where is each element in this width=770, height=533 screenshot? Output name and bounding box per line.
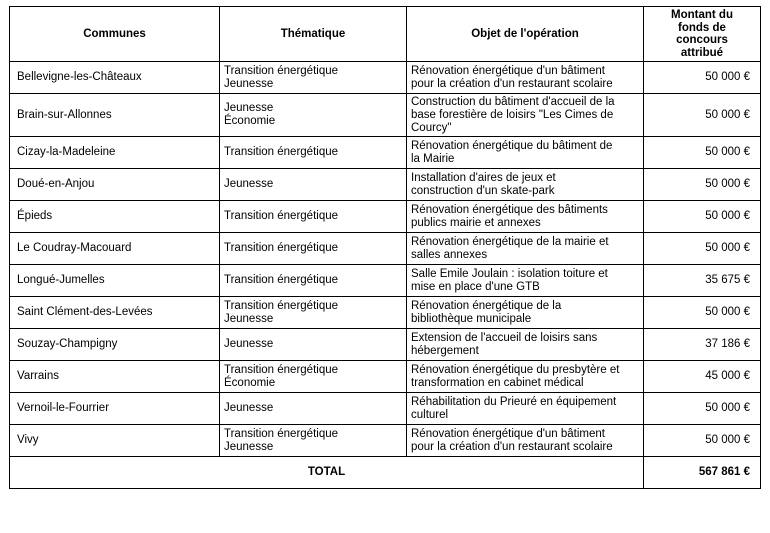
cell-montant: 35 675 € [644, 265, 761, 297]
funding-table [9, 6, 761, 489]
objet-line: pour la création d'un restaurant scolaire [411, 77, 613, 90]
cell-montant: 50 000 € [644, 425, 761, 457]
header-montant-line: fonds de [678, 21, 726, 34]
cell-montant: 50 000 € [644, 94, 761, 137]
thematique-line: Économie [224, 115, 276, 127]
thematique-line: Jeunesse [224, 102, 274, 114]
table-row [10, 137, 761, 169]
cell-commune: Vivy [10, 425, 220, 457]
table-row [10, 265, 761, 297]
cell-thematique [220, 233, 407, 265]
objet-line: salles annexes [411, 248, 488, 261]
cell-objet [407, 201, 644, 233]
thematique-line: Jeunesse [224, 77, 274, 90]
cell-commune: Souzay-Champigny [10, 329, 220, 361]
cell-thematique [220, 137, 407, 169]
table-row [10, 169, 761, 201]
thematique-line: Transition énergétique [224, 242, 339, 254]
table-row [10, 94, 761, 137]
objet-line: Construction du bâtiment d'accueil de la [411, 95, 615, 108]
thematique-line: Jeunesse [224, 312, 274, 325]
total-label: TOTAL [10, 457, 644, 489]
cell-objet [407, 265, 644, 297]
objet-line: Installation d'aires de jeux et [411, 171, 556, 184]
cell-objet [407, 137, 644, 169]
cell-thematique [220, 393, 407, 425]
table-row [10, 62, 761, 94]
objet-line: la Mairie [411, 152, 455, 165]
thematique-line: Jeunesse [224, 402, 274, 414]
table-body [10, 62, 761, 489]
objet-line: Salle Emile Joulain : isolation toiture et [411, 267, 608, 280]
table-row [10, 361, 761, 393]
cell-thematique [220, 169, 407, 201]
cell-objet [407, 94, 644, 137]
objet-line: Rénovation énergétique du presbytère et [411, 363, 620, 376]
objet-line: Rénovation énergétique d'un bâtiment [411, 64, 606, 77]
cell-thematique [220, 329, 407, 361]
objet-line: Extension de l'accueil de loisirs sans [411, 331, 598, 344]
cell-montant: 50 000 € [644, 393, 761, 425]
thematique-line: Transition énergétique [224, 146, 339, 158]
cell-commune: Longué-Jumelles [10, 265, 220, 297]
total-row [10, 457, 761, 489]
header-montant-line: Montant du [671, 9, 733, 21]
cell-commune: Le Coudray-Macouard [10, 233, 220, 265]
header-row [10, 7, 761, 62]
cell-thematique [220, 94, 407, 137]
objet-line: base forestière de loisirs "Les Cimes de [411, 108, 614, 121]
objet-line: Rénovation énergétique de la mairie et [411, 235, 609, 248]
cell-thematique [220, 265, 407, 297]
cell-montant: 50 000 € [644, 201, 761, 233]
objet-line: publics mairie et annexes [411, 216, 541, 229]
header-montant-line: concours [676, 34, 728, 46]
table-row [10, 297, 761, 329]
cell-objet [407, 233, 644, 265]
table-row [10, 233, 761, 265]
cell-commune: Doué-en-Anjou [10, 169, 220, 201]
header-montant-line: attribué [680, 46, 724, 59]
thematique-line: Jeunesse [224, 178, 274, 190]
cell-montant: 50 000 € [644, 137, 761, 169]
cell-commune: Vernoil-le-Fourrier [10, 393, 220, 425]
cell-objet [407, 297, 644, 329]
objet-line: hébergement [411, 344, 479, 357]
thematique-line: Transition énergétique [224, 210, 339, 222]
cell-commune: Cizay-la-Madeleine [10, 137, 220, 169]
cell-commune: Saint Clément-des-Levées [10, 297, 220, 329]
thematique-line: Économie [224, 376, 276, 389]
objet-line: Rénovation énergétique de la [411, 299, 562, 312]
thematique-line: Jeunesse [224, 338, 274, 350]
cell-montant: 50 000 € [644, 233, 761, 265]
objet-line: Courcy" [411, 121, 452, 134]
cell-thematique [220, 361, 407, 393]
header-montant [644, 7, 761, 62]
cell-commune: Bellevigne-les-Châteaux [10, 62, 220, 94]
cell-commune: Brain-sur-Allonnes [10, 94, 220, 137]
header-communes: Communes [10, 7, 220, 62]
objet-line: Rénovation énergétique des bâtiments [411, 203, 608, 216]
thematique-line: Transition énergétique [224, 363, 339, 376]
objet-line: pour la création d'un restaurant scolaire [411, 440, 613, 453]
cell-montant: 50 000 € [644, 297, 761, 329]
cell-montant: 50 000 € [644, 62, 761, 94]
objet-line: Rénovation énergétique d'un bâtiment [411, 427, 606, 440]
cell-objet [407, 62, 644, 94]
total-amount: 567 861 € [644, 457, 761, 489]
cell-objet [407, 169, 644, 201]
cell-montant: 45 000 € [644, 361, 761, 393]
cell-objet [407, 425, 644, 457]
table-row [10, 393, 761, 425]
objet-line: bibliothèque municipale [411, 312, 532, 325]
thematique-line: Transition énergétique [224, 427, 339, 440]
cell-commune: Épieds [10, 201, 220, 233]
cell-thematique [220, 297, 407, 329]
objet-line: Réhabilitation du Prieuré en équipement [411, 395, 617, 408]
objet-line: mise en place d'une GTB [411, 280, 540, 293]
objet-line: culturel [411, 408, 449, 421]
cell-thematique [220, 425, 407, 457]
cell-commune: Varrains [10, 361, 220, 393]
cell-montant: 50 000 € [644, 169, 761, 201]
thematique-line: Transition énergétique [224, 64, 339, 77]
cell-objet [407, 329, 644, 361]
header-thematique: Thématique [220, 7, 407, 62]
cell-objet [407, 361, 644, 393]
objet-line: Rénovation énergétique du bâtiment de [411, 139, 613, 152]
thematique-line: Jeunesse [224, 440, 274, 453]
table-row [10, 329, 761, 361]
cell-objet [407, 393, 644, 425]
thematique-line: Transition énergétique [224, 274, 339, 286]
header-objet: Objet de l'opération [407, 7, 644, 62]
cell-montant: 37 186 € [644, 329, 761, 361]
objet-line: transformation en cabinet médical [411, 376, 584, 389]
objet-line: construction d'un skate-park [411, 184, 555, 197]
table-row [10, 201, 761, 233]
table-row [10, 425, 761, 457]
cell-thematique [220, 201, 407, 233]
thematique-line: Transition énergétique [224, 299, 339, 312]
cell-thematique [220, 62, 407, 94]
